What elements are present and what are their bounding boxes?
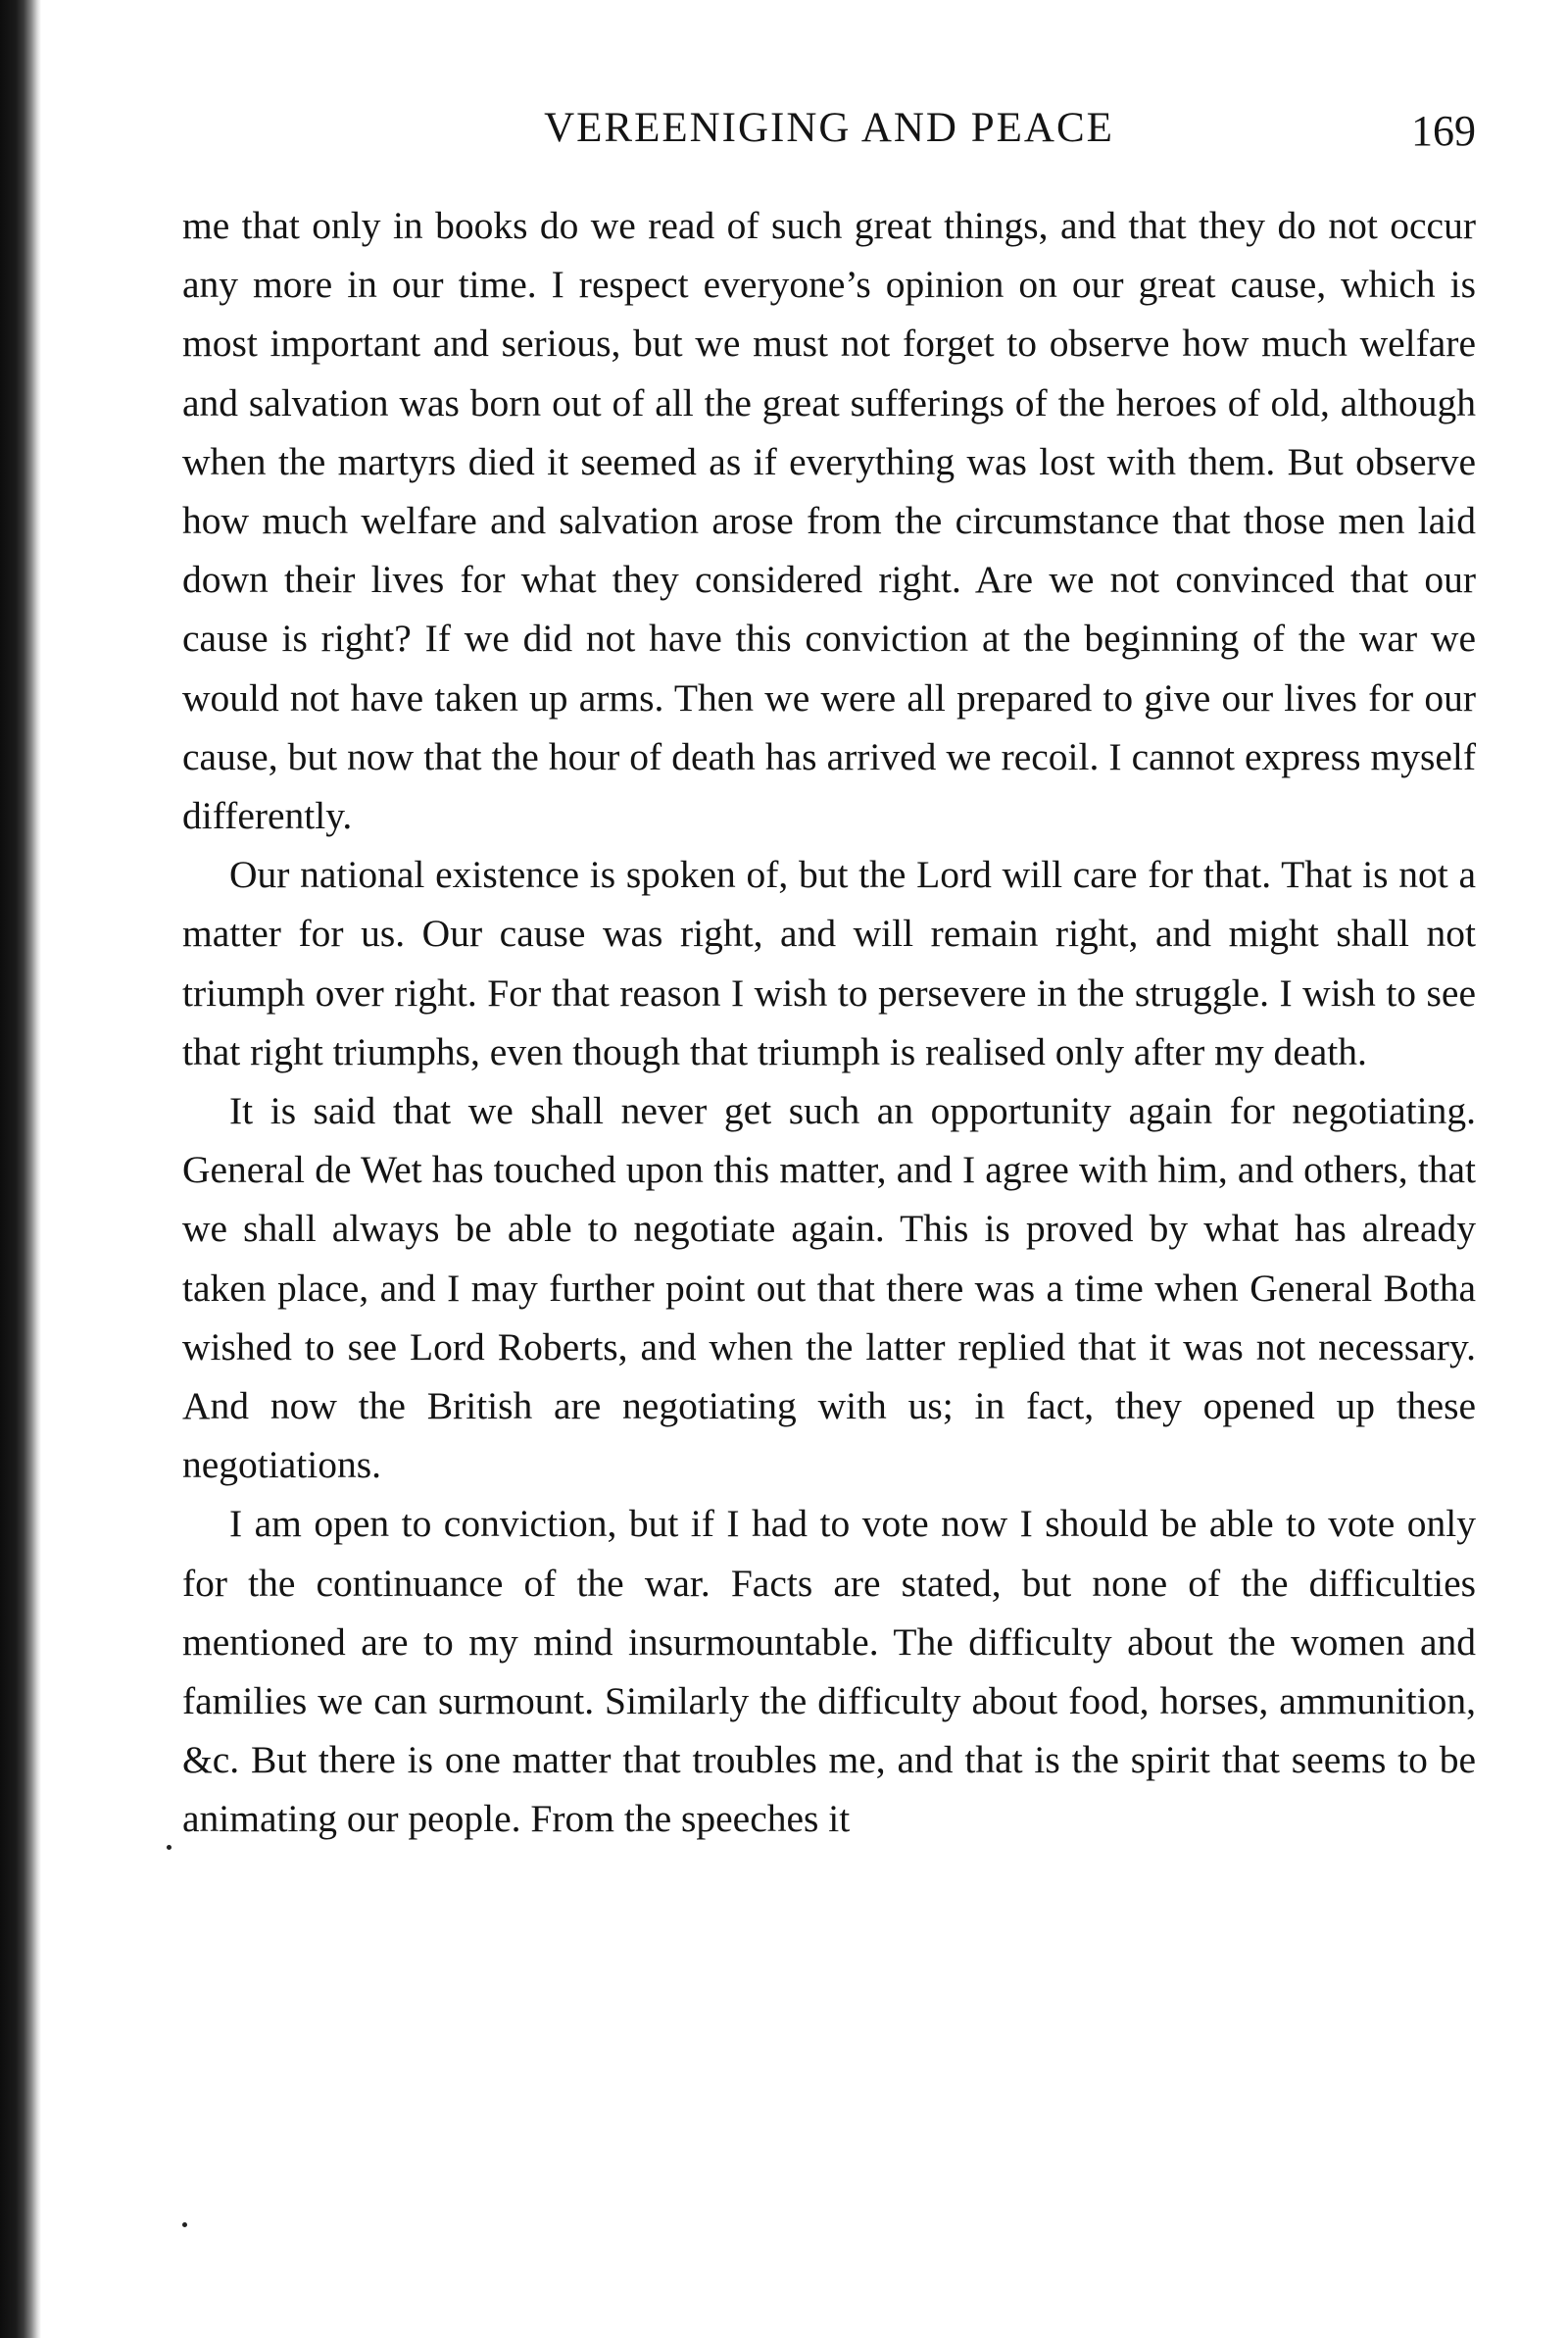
book-page	[182, 94, 1476, 1849]
running-title: VEREENIGING AND PEACE	[544, 105, 1114, 151]
running-header	[182, 94, 1476, 182]
stray-ink-mark	[182, 2222, 187, 2227]
paragraph: It is said that we shall never get such an opportunity again for negotiating. General de Wet has touched upon this matter, and I agree with him, and others, that we shall always be able to negotiate again. This is proved by what has already taken place, and I may further point out that there was a time when General Botha wished to see Lord Roberts, and when the latter replied that it was not necessary. And now the British are negotiating with us; in fact, they opened up these negotiations.	[182, 1089, 1476, 1487]
body-text	[182, 196, 1476, 1849]
paragraph: Our national existence is spoken of, but the Lord will care for that. That is not a matter for us. Our cause was right, and will remain right, and might shall not triumph over right. For that reason I wish to persevere in the struggle. I wish to see that right triumphs, even though that triumph is realised only after my death.	[182, 853, 1476, 1073]
page-binding-edge	[0, 0, 41, 2338]
stray-ink-mark	[167, 1845, 172, 1850]
page-number: 169	[1411, 107, 1476, 155]
paragraph-continued: me that only in books do we read of such great things, and that they do not occur any more in our time. I respect everyone’s opinion on our great cause, which is most important and serious, but we must not forget to observe how much welfare and salvation was born out of all the great sufferings of the heroes of old, although when the martyrs died it seemed as if everything was lost with them. But observe how much welfare and salvation arose from the circumstance that those men laid down their lives for what they considered right. Are we not convinced that our cause is right? If we did not have this conviction at the beginning of the war we would not have taken up arms. Then we were all prepared to give our lives for our cause, but now that the hour of death has arrived we recoil. I cannot express myself differently.	[182, 204, 1476, 838]
paragraph: I am open to conviction, but if I had to vote now I should be able to vote only for the continuance of the war. Facts are stated, but none of the difficulties mentioned are to my mind insurmountable. The difficulty about the women and families we can surmount. Similarly the difficulty about food, horses, ammunition, &c. But there is one matter that troubles me, and that is the spirit that seems to be animating our people. From the speeches it	[182, 1502, 1476, 1841]
